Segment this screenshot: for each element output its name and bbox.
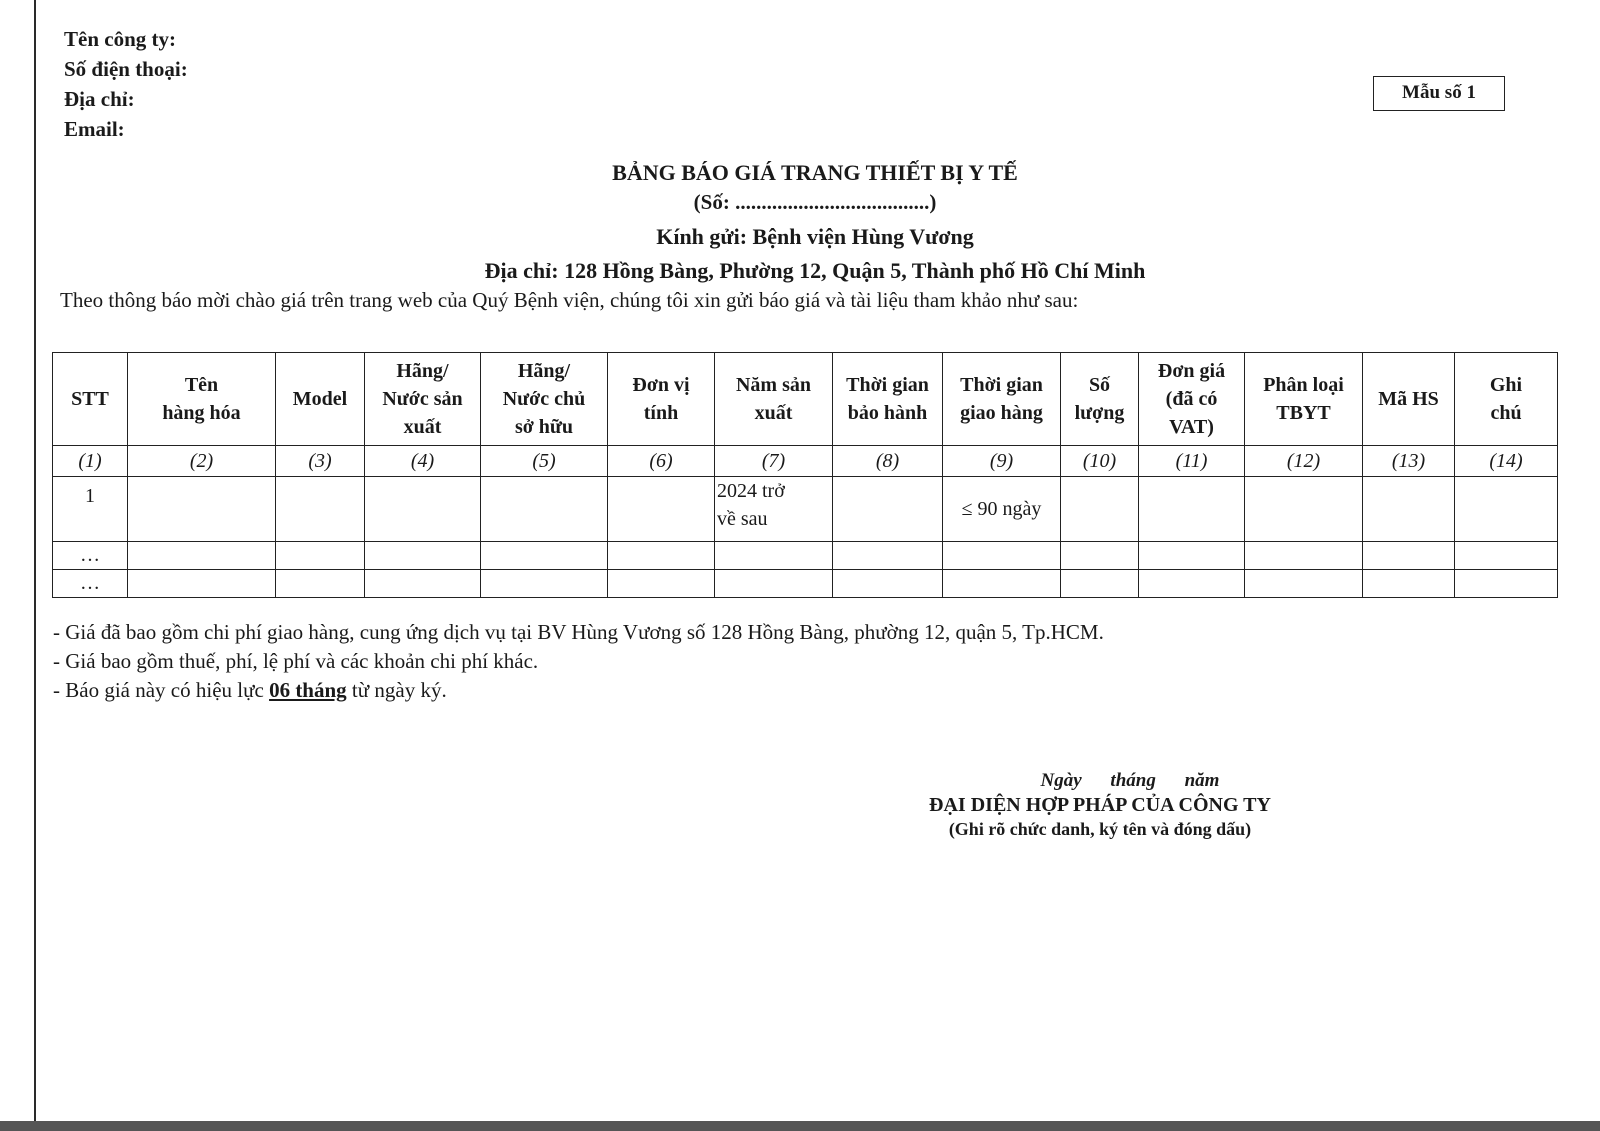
header-cell [481, 353, 608, 446]
document-number-line: (Số: .....................................) [693, 190, 937, 214]
header-cell [1455, 353, 1558, 446]
cell-empty [481, 570, 608, 598]
cell-empty [1245, 570, 1363, 598]
cell-thoi-gian-giao-hang: ≤ 90 ngày [943, 477, 1061, 542]
cell-stt: … [53, 570, 128, 598]
table-index-row [53, 446, 1558, 477]
index-cell: (8) [833, 446, 943, 477]
header-cell-line: Thời gian [846, 374, 929, 396]
header-cell-line: Thời gian [960, 374, 1043, 396]
index-cell: (5) [481, 446, 608, 477]
cell-empty [608, 542, 715, 570]
header-cell-line: xuất [403, 416, 442, 438]
cell-ma-hs [1363, 477, 1455, 542]
validity-period: 06 tháng [269, 678, 347, 702]
cell-empty [481, 542, 608, 570]
cell-empty [128, 570, 276, 598]
company-phone-label: Số điện thoại: [64, 57, 188, 81]
header-cell-line: bảo hành [847, 402, 928, 424]
header-cell [128, 353, 276, 446]
header-cell [608, 353, 715, 446]
notes-block [53, 618, 1104, 705]
signature-hint: (Ghi rõ chức danh, ký tên và đóng dấu) [948, 819, 1252, 839]
index-cell: (6) [608, 446, 715, 477]
header-cell [715, 353, 833, 446]
table-row [53, 477, 1558, 542]
cell-empty [1139, 570, 1245, 598]
header-cell-line: hàng hóa [162, 402, 241, 424]
cell-model [276, 477, 365, 542]
header-cell-line: Tên [184, 374, 219, 396]
index-cell: (9) [943, 446, 1061, 477]
index-cell: (14) [1455, 446, 1558, 477]
header-cell-line: Số [1088, 374, 1111, 396]
note-line-1: - Giá đã bao gồm chi phí giao hàng, cung ứng dịch vụ tại BV Hùng Vương số 128 Hồng Bàng, phường 12, quận 5, Tp.HCM. [53, 620, 1104, 644]
cell-empty [833, 542, 943, 570]
page-bottom-edge [0, 1121, 1600, 1131]
header-cell-line: Phân loại [1263, 374, 1344, 396]
cell-empty [833, 570, 943, 598]
header-cell [276, 353, 365, 446]
form-number-box: Mẫu số 1 [1373, 76, 1505, 111]
cell-stt: … [53, 542, 128, 570]
signature-representative: ĐẠI DIỆN HỢP PHÁP CỦA CÔNG TY [929, 794, 1271, 816]
header-cell-line: Hãng/ [396, 360, 449, 382]
index-cell: (2) [128, 446, 276, 477]
signature-date-line: Ngày tháng năm [1040, 770, 1220, 791]
cell-empty [715, 570, 833, 598]
company-email-label: Email: [64, 117, 125, 141]
cell-empty [943, 570, 1061, 598]
company-info [64, 24, 188, 144]
header-cell-line: Đơn vị [632, 374, 690, 396]
cell-empty [1363, 570, 1455, 598]
header-cell [1245, 353, 1363, 446]
index-cell: (7) [715, 446, 833, 477]
company-name-label: Tên công ty: [64, 27, 176, 51]
cell-empty [1139, 542, 1245, 570]
header-cell-line: giao hàng [960, 402, 1043, 424]
cell-empty [943, 542, 1061, 570]
cell-empty [276, 570, 365, 598]
table-row [53, 570, 1558, 598]
index-cell: (11) [1139, 446, 1245, 477]
header-cell [943, 353, 1061, 446]
header-cell-line: STT [71, 388, 109, 410]
header-cell [833, 353, 943, 446]
header-cell-line: tính [643, 402, 679, 424]
header-cell [365, 353, 481, 446]
header-cell [53, 353, 128, 446]
header-cell-line: Ghi [1489, 374, 1523, 396]
cell-empty [1061, 542, 1139, 570]
header-cell-line: Mã HS [1378, 388, 1439, 410]
index-cell: (4) [365, 446, 481, 477]
cell-empty [276, 542, 365, 570]
cell-hang-nuoc-chu-so-huu [481, 477, 608, 542]
cell-empty [608, 570, 715, 598]
header-cell-line: sở hữu [514, 416, 574, 438]
header-cell-line: Nước sản [382, 388, 463, 410]
cell-hang-nuoc-san-xuat [365, 477, 481, 542]
header-cell-line: Model [292, 388, 348, 410]
cell-phan-loai [1245, 477, 1363, 542]
quotation-table [52, 352, 1558, 598]
index-cell: (10) [1061, 446, 1139, 477]
cell-empty [1455, 570, 1558, 598]
document-title: BẢNG BÁO GIÁ TRANG THIẾT BỊ Y TẾ [612, 160, 1018, 185]
header-cell-line: TBYT [1276, 402, 1331, 424]
signature-block [900, 770, 1300, 840]
header-cell [1139, 353, 1245, 446]
header-cell-line: chú [1490, 402, 1522, 424]
note-line-2: - Giá bao gồm thuế, phí, lệ phí và các khoản chi phí khác. [53, 649, 539, 673]
cell-nam-san-xuat [715, 477, 833, 542]
note-line-3-pre: - Báo giá này có hiệu lực [53, 678, 270, 702]
cell-nam-san-xuat-line2: về sau [717, 508, 768, 530]
recipient-address-line: Địa chỉ: 128 Hồng Bàng, Phường 12, Quận 5, Thành phố Hồ Chí Minh [484, 258, 1146, 283]
cell-don-gia [1139, 477, 1245, 542]
header-cell-line: xuất [754, 402, 793, 424]
cell-ghi-chu [1455, 477, 1558, 542]
intro-paragraph: Theo thông báo mời chào giá trên trang web của Quý Bệnh viện, chúng tôi xin gửi báo giá và tài liệu tham khảo như sau: [60, 288, 1079, 312]
cell-so-luong [1061, 477, 1139, 542]
recipient-line: Kính gửi: Bệnh viện Hùng Vương [656, 224, 974, 249]
note-line-3-post: từ ngày ký. [346, 678, 447, 702]
cell-stt: 1 [53, 477, 128, 542]
cell-ten-hang-hoa [128, 477, 276, 542]
header-cell [1363, 353, 1455, 446]
index-cell: (3) [276, 446, 365, 477]
cell-empty [365, 570, 481, 598]
header-cell [1061, 353, 1139, 446]
cell-empty [128, 542, 276, 570]
cell-thoi-gian-bao-hanh [833, 477, 943, 542]
index-cell: (13) [1363, 446, 1455, 477]
header-cell-line: VAT) [1169, 416, 1214, 438]
cell-don-vi-tinh [608, 477, 715, 542]
index-cell: (1) [53, 446, 128, 477]
header-cell-line: Năm sản [735, 374, 811, 396]
cell-empty [365, 542, 481, 570]
header-cell-line: Hãng/ [517, 360, 571, 382]
cell-empty [1363, 542, 1455, 570]
cell-empty [715, 542, 833, 570]
table-row [53, 542, 1558, 570]
header-cell-line: lượng [1074, 402, 1125, 424]
cell-empty [1061, 570, 1139, 598]
table-header-row [53, 353, 1558, 446]
header-cell-line: Nước chủ [502, 388, 586, 410]
cell-empty [1455, 542, 1558, 570]
cell-nam-san-xuat-line1: 2024 trở [717, 480, 785, 502]
cell-empty [1245, 542, 1363, 570]
note-line-3 [53, 676, 1104, 705]
header-cell-line: (đã có [1165, 388, 1218, 410]
index-cell: (12) [1245, 446, 1363, 477]
header-cell-line: Đơn giá [1157, 360, 1226, 382]
company-address-label: Địa chỉ: [64, 87, 135, 111]
